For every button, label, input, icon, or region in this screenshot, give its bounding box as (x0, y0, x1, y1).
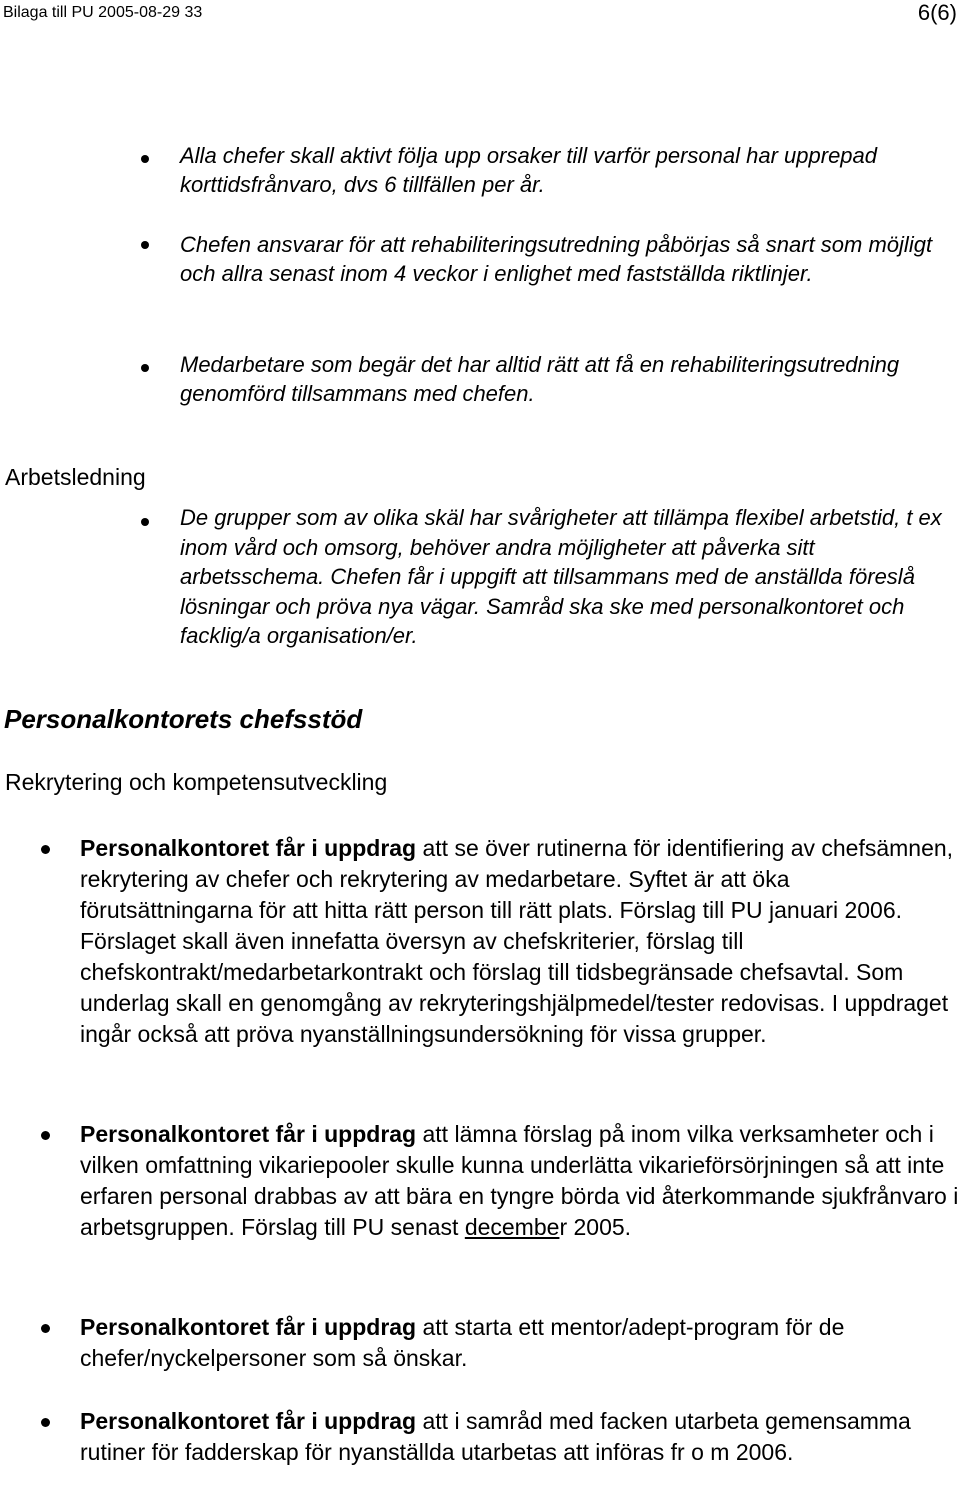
bullet-lead: Personalkontoret får i uppdrag (80, 1408, 417, 1434)
bullet-text: att starta ett mentor/adept-program för de chefer/nyckelpersoner som så önskar. (80, 1314, 845, 1371)
bullet-dot (141, 518, 149, 526)
section-heading-arbetsledning: Arbetsledning (5, 464, 146, 490)
bullet-lead: Personalkontoret får i uppdrag (80, 835, 417, 861)
bullet-dot (141, 241, 149, 249)
personal-bullet-4 (80, 1406, 960, 1468)
header-left: Bilaga till PU 2005-08-29 33 (3, 4, 203, 21)
bullet-dot (141, 155, 149, 163)
bullet-dot (41, 845, 50, 854)
arbetsledning-bullet: De grupper som av olika skäl har svårigheter att tillämpa flexibel arbetstid, t ex inom vård och omsorg, behöver andra möjligheter att påverka sitt arbetsschema. Chefen får i uppgift att tillsammans med de anställda föreslå lösningar och pröva nya vägar. Samråd ska ske med personalkontoret och facklig/a organisation/er. (180, 505, 942, 648)
bullet-lead: Personalkontoret får i uppdrag (80, 1121, 417, 1147)
bullet-text: att lämna förslag på inom vilka verksamheter och i vilken omfattning vikariepooler skulle kunna underlätta vikarieförsörjningen så att inte erfaren personal drabbas av att bära en tyngre börda vid återkommande sjukfrånvaro i arbetsgruppen. Förslag till PU senast (80, 1121, 959, 1240)
bullet-text: att i samråd med facken utarbeta gemensamma rutiner för fadderskap för nyanställda utarbetas att införas fr o m 2006. (80, 1408, 911, 1465)
underlined-word: decembe (464, 1214, 560, 1240)
bullet-dot (41, 1418, 50, 1427)
personal-bullet-2 (80, 1119, 960, 1243)
bullet-text: att se över rutinerna för identifiering av chefsämnen, rekrytering av chefer och rekrytering av medarbetare. Syftet är att öka förutsättningarna för att hitta rätt person till rätt plats. Förslag till PU januari 2006. Förslaget skall även innefatta översyn av chefskriterier, förslag till chefskontrakt/medarbetarkontrakt och förslag till tidsbegränsade chefsavtal. Som underlag skall en genomgång av rekryteringshjälpmedel/tester redovisas. I uppdraget ingår också att pröva nyanställningsundersökning för vissa grupper. (80, 835, 954, 1047)
subheading-rekrytering: Rekrytering och kompetensutveckling (5, 769, 388, 795)
intro-bullet-1: Alla chefer skall aktivt följa upp orsaker till varför personal har upprepad korttidsfrånvaro, dvs 6 tillfällen per år. (180, 143, 878, 197)
bullet-text-end: r 2005. (559, 1214, 632, 1240)
main-heading: Personalkontorets chefsstöd (4, 704, 363, 734)
intro-bullet-2: Chefen ansvarar för att rehabiliteringsutredning påbörjas så snart som möjligt och allra senast inom 4 veckor i enlighet med fastställda riktlinjer. (180, 232, 933, 286)
bullet-lead: Personalkontoret får i uppdrag (80, 1314, 417, 1340)
bullet-dot (141, 364, 149, 372)
page-number: 6(6) (917, 0, 957, 25)
bullet-dot (41, 1324, 50, 1333)
bullet-dot (41, 1131, 50, 1140)
intro-bullet-3: Medarbetare som begär det har alltid rätt att få en rehabiliteringsutredning genomförd tillsammans med chefen. (180, 352, 900, 406)
personal-bullet-3 (80, 1312, 960, 1374)
personal-bullet-1 (80, 833, 960, 1050)
